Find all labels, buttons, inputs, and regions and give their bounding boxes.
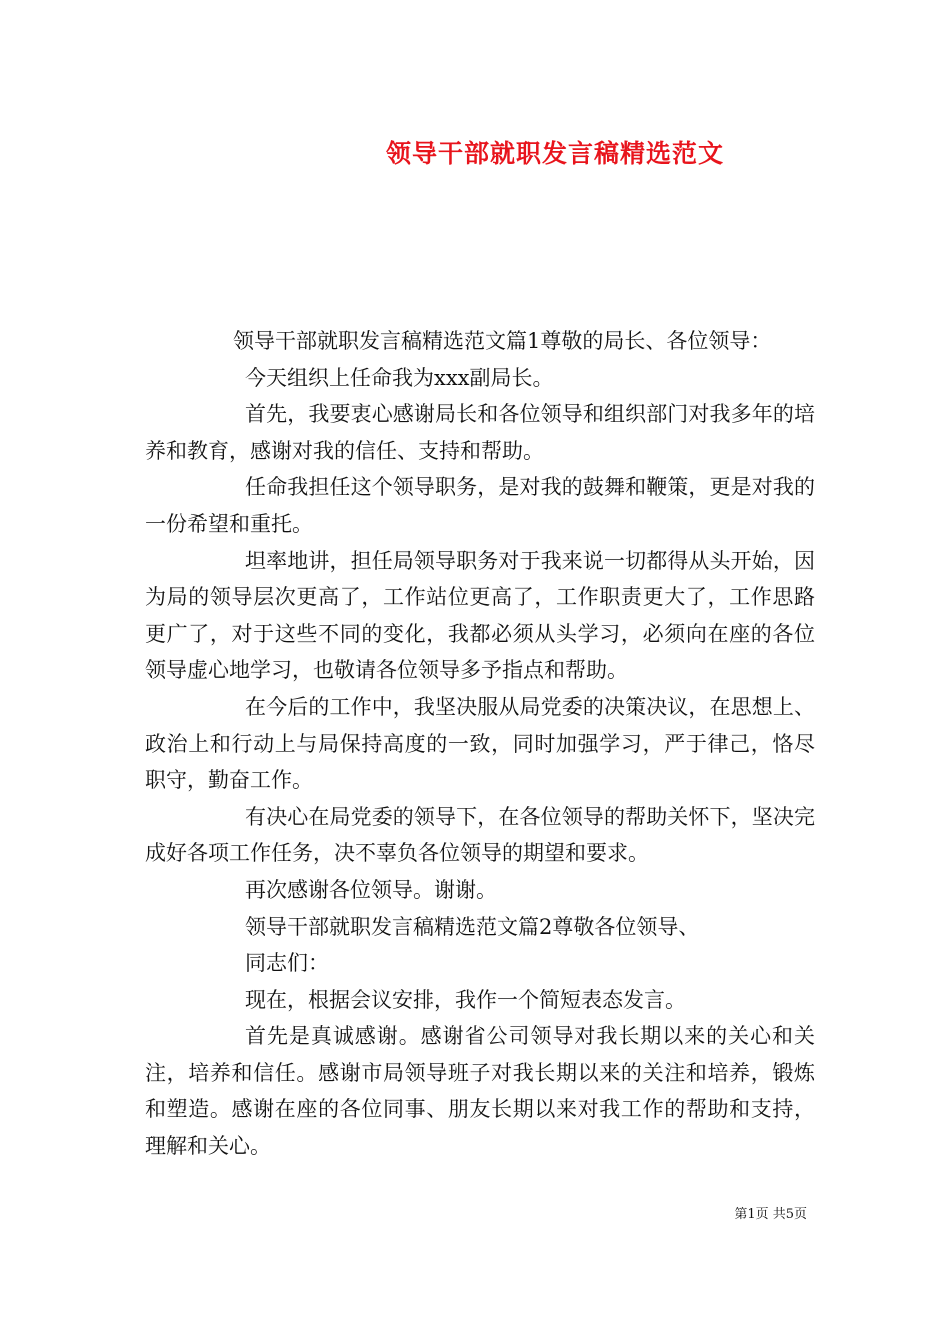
paragraph: 首先是真诚感谢。感谢省公司领导对我长期以来的关心和关注，培养和信任。感谢市局领导班子对我长期以来的关注和培养，锻炼和塑造。感谢在座的各位同事、朋友长期以来对我工作的帮助和支持，理解和关心。 bbox=[145, 1024, 815, 1159]
paragraph: 有决心在局党委的领导下，在各位领导的帮助关怀下，坚决完成好各项工作任务，决不辜负各位领导的期望和要求。 bbox=[145, 804, 815, 866]
paragraph: 首先，我要衷心感谢局长和各位领导和组织部门对我多年的培养和教育，感谢对我的信任、支持和帮助。 bbox=[145, 402, 815, 463]
paragraph: 领导干部就职发言稿精选范文篇2尊敬各位领导、 bbox=[245, 914, 700, 939]
paragraph: 任命我担任这个领导职务，是对我的鼓舞和鞭策，更是对我的一份希望和重托。 bbox=[145, 475, 815, 536]
paragraph: 现在，根据会议安排，我作一个简短表态发言。 bbox=[245, 987, 686, 1012]
paragraph: 再次感谢各位领导。谢谢。 bbox=[245, 877, 497, 902]
paragraph: 领导干部就职发言稿精选范文篇1尊敬的局长、各位领导： bbox=[233, 329, 772, 353]
paragraph: 在今后的工作中，我坚决服从局党委的决策决议，在思想上、政治上和行动上与局保持高度的一致，同时加强学习，严于律己，恪尽职守，勤奋工作。 bbox=[145, 694, 815, 793]
page-number-footer: 第1页 共5页 bbox=[734, 1207, 807, 1222]
document-title: 领导干部就职发言稿精选范文 bbox=[385, 139, 724, 168]
document-body bbox=[145, 323, 815, 1165]
paragraph: 今天组织上任命我为xxx副局长。 bbox=[245, 365, 554, 390]
paragraph: 坦率地讲，担任局领导职务对于我来说一切都得从头开始，因为局的领导层次更高了，工作站位更高了，工作职责更大了，工作思路更广了，对于这些不同的变化，我都必须从头学习，必须向在座的各位领导虚心地学习，也敬请各位领导多予指点和帮助。 bbox=[145, 548, 815, 683]
paragraph: 同志们： bbox=[245, 951, 329, 976]
